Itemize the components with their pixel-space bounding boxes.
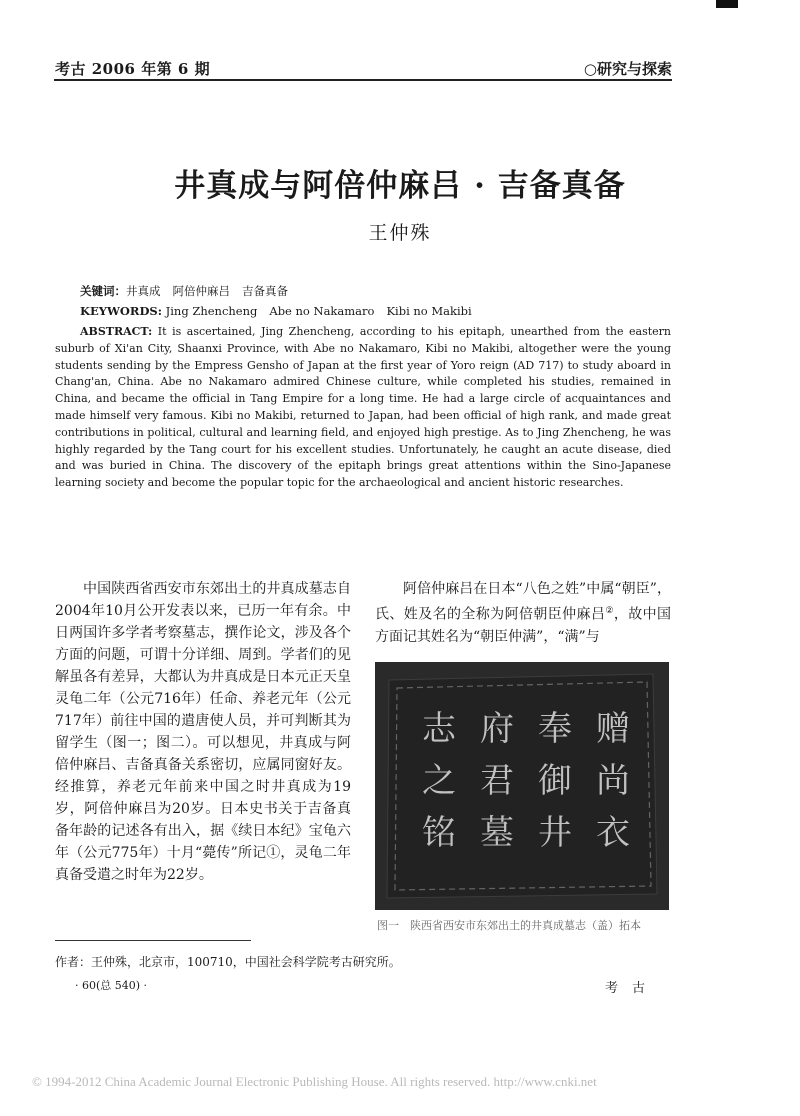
keyword-en: Jing Zhencheng [165,304,258,318]
inscription-char: 志 [422,709,456,749]
footnote-divider [55,940,251,941]
journal-issue-header: 考古 2006 年第 6 期 [55,60,211,78]
keyword-en: Abe no Nakamaro [269,304,375,318]
inscription-char: 墓 [480,813,514,853]
body-right-text-cont: ，故中国方面记其姓名为“朝臣仲满”，“满”与 [375,606,672,645]
keyword-zh: 吉备真备 [242,284,288,298]
keywords-zh-label: 关键词： [80,284,126,298]
keyword-zh: 阿倍仲麻吕 [172,284,230,298]
keywords-english [80,304,472,318]
header-divider [54,79,672,81]
inscription-char: 铭 [422,813,456,853]
figure-caption: 图一 陕西省西安市东郊出土的井真成墓志（盖）拓本 [377,919,641,932]
footnote-ref: ② [605,606,614,616]
article-title: 井真成与阿倍仲麻吕 · 吉备真备 [174,168,626,204]
abstract-text: It is ascertained, Jing Zhencheng, according to his epitaph, unearthed from the eastern suburb of Xi'an City, Shaanxi Province, with Abe no Nakamaro, Kibi no Makibi, altogether were the young students sending by the Empress Gensho of Japan at the first year of Yoro reign (AD 717) to study aboard in Chang'an, China. Abe no Nakamaro admired Chinese culture, while completed his studies, remained in China, and became the official in Tang Empire for a long time. He had a large circle of acquaintances and made himself very famous. Kibi no Makibi, returned to Japan, had been official of high rank, and made great contributions in political, cultural and learning field, and enjoyed high prestige. As to Jing Zhencheng, he was highly regarded by the Tang court for his excellent studies. Unfortunately, he caught an acute disease, died and was buried in China. The discovery of the epitaph brings great attentions within the Sino-Japanese learning society and become the popular topic for the archaeological and ancient historic researches. [55,325,672,490]
cnki-watermark: © 1994-2012 China Academic Journal Electronic Publishing House. All rights reserved. http://www.cnki.net [32,1074,597,1089]
inscription-char: 府 [480,709,514,749]
body-left-column: 中国陕西省西安市东郊出土的井真成墓志自2004年10月公开发表以来，已历一年有余。中日两国许多学者考察墓志，撰作论文，涉及各个方面的问题，可谓十分详细、周到。学者们的见解虽各有差异，大都认为井真成是日本元正天皇灵龟二年（公元716年）任命、养老元年（公元717年）前往中国的遣唐使人员，并可判断其为留学生（图一；图二）。可以想见，井真成与阿倍仲麻吕、吉备真备关系密切，应属同窗好友。经推算，养老元年前来中国之时井真成为19岁，阿倍仲麻吕为20岁。日本史书关于吉备真备年龄的记述各有出入，据《续日本纪》宝龟六年（公元775年）十月“薨传”所记①，灵龟二年真备受遣之时年为22岁。 [55,581,351,883]
inscription-char: 君 [480,761,514,801]
author-footnote: 作者：王仲殊，北京市，100710，中国社会科学院考古研究所。 [55,955,401,969]
abstract [55,324,671,492]
inscription-char: 衣 [596,813,630,853]
epitaph-rubbing-figure [375,662,669,910]
inscription-char: 赠 [596,709,630,749]
article-author: 王仲殊 [368,222,432,244]
keywords-chinese [80,283,288,299]
inscription-char: 御 [538,761,572,801]
corner-mark [716,0,738,8]
body-right-text: 阿倍仲麻吕在日本“八色之姓”中属“朝臣”，氏、姓及名的全称为阿倍朝臣仲麻吕 [375,581,671,623]
inscription-char: 奉 [538,709,572,749]
abstract-label: ABSTRACT: [80,325,153,338]
rubbing-image [375,662,669,910]
footer-journal-name: 考古 [605,981,660,996]
inscription-char: 尚 [596,761,630,801]
inscription-char: 井 [538,813,572,853]
keyword-en: Kibi no Makibi [386,304,472,318]
keywords-en-label: KEYWORDS: [80,304,162,318]
inscription-char: 之 [422,761,456,801]
page-number: · 60(总 540) · [75,979,148,992]
section-label: ○研究与探索 [583,60,672,78]
body-right-column [375,578,671,648]
keyword-zh: 井真成 [126,284,161,298]
